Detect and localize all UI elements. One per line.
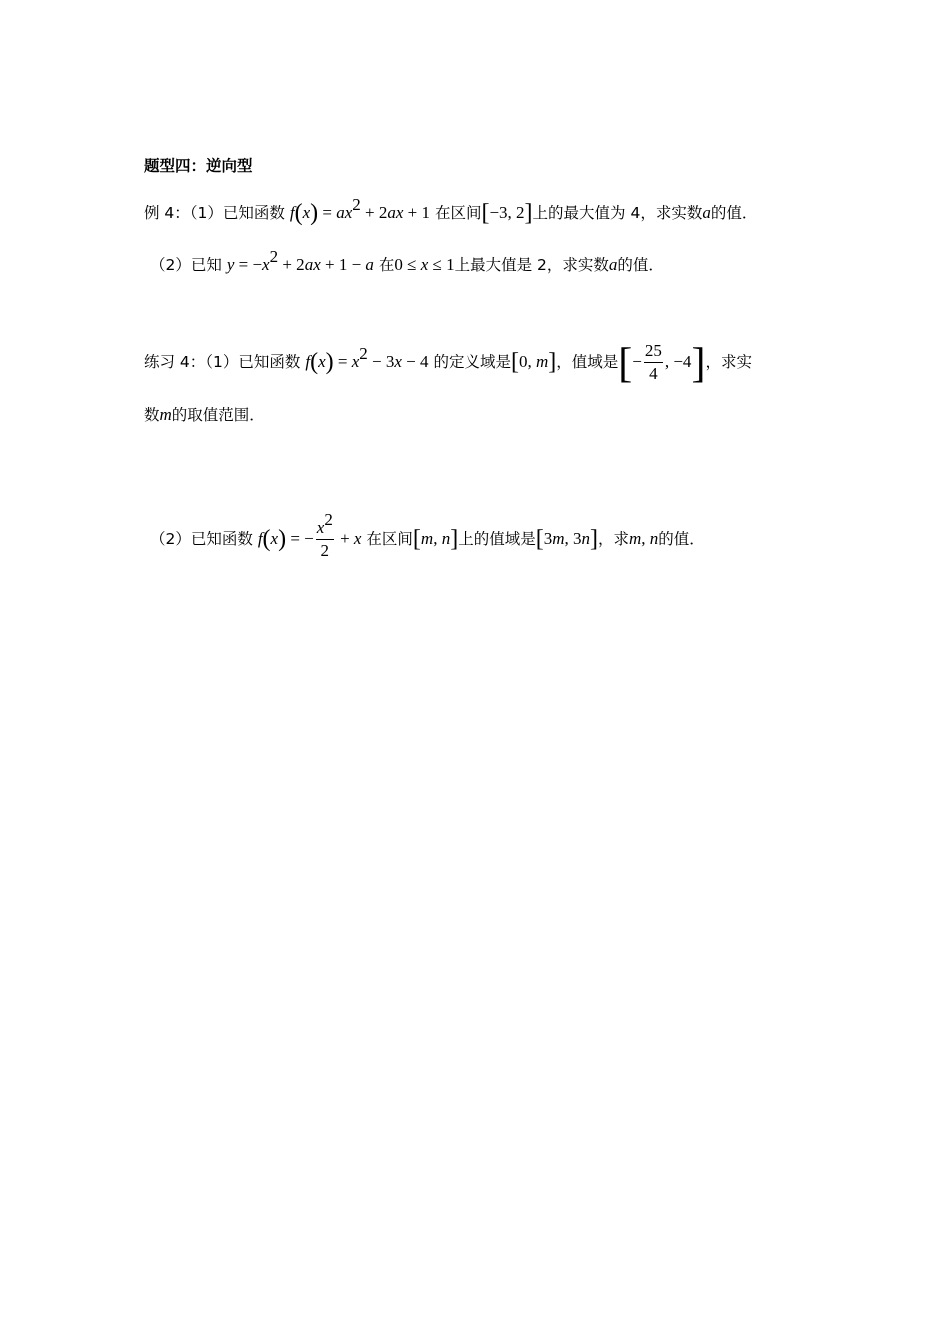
math: , xyxy=(433,529,442,548)
math-eq: = xyxy=(318,203,337,222)
bracket: ] xyxy=(450,526,459,552)
math-n: n xyxy=(441,529,451,548)
bracket: [ xyxy=(481,200,490,226)
text: 在区间 xyxy=(434,204,482,222)
text: ，求 xyxy=(598,530,630,548)
bracket-large: ] xyxy=(691,341,706,387)
math-m: m xyxy=(159,405,172,424)
bracket: ] xyxy=(548,349,557,375)
fraction-denominator: 4 xyxy=(649,364,658,383)
paren: ( xyxy=(262,526,271,552)
text: 在区间 xyxy=(366,530,413,548)
math: 0, xyxy=(518,352,536,371)
math-m: m xyxy=(629,529,642,548)
bracket: ] xyxy=(590,526,598,552)
math: , 3 xyxy=(564,529,582,548)
math-f: f xyxy=(305,352,311,371)
math: 3 xyxy=(543,529,553,548)
text: 的定义域是 xyxy=(433,353,511,371)
math-x: x xyxy=(394,352,402,371)
paren: ( xyxy=(310,349,319,375)
bracket: [ xyxy=(510,349,519,375)
paren: ( xyxy=(294,200,303,226)
fraction xyxy=(316,510,334,561)
math-x: x xyxy=(302,203,311,222)
math-op: + xyxy=(335,529,354,548)
math-x: x xyxy=(270,529,279,548)
practice-4-part-1 xyxy=(144,341,752,387)
math-sup: 2 xyxy=(359,344,368,363)
fraction xyxy=(644,341,663,384)
math-ax: ax xyxy=(387,203,404,222)
math-eq: = − xyxy=(286,529,314,548)
math-n: n xyxy=(649,529,659,548)
math-x: x xyxy=(353,529,362,548)
math-n: n xyxy=(581,529,590,548)
math-sup: 2 xyxy=(352,195,361,214)
math-m: m xyxy=(535,352,549,371)
part-label: （2）已知 xyxy=(150,256,222,274)
text: 的值． xyxy=(710,204,758,222)
math-op: − 3 xyxy=(367,352,395,371)
text: 的值． xyxy=(617,256,664,274)
math-interval: −3, 2 xyxy=(489,203,525,222)
math-op: + 1 − xyxy=(320,255,366,274)
bracket-large: [ xyxy=(618,341,633,387)
text: 上的最大值为 4，求实数 xyxy=(532,204,703,222)
practice-4-part-1-line-2 xyxy=(144,405,265,425)
bracket: [ xyxy=(535,526,544,552)
fraction-numerator xyxy=(316,510,334,540)
text: 的值． xyxy=(658,530,705,548)
text: ，求实 xyxy=(705,353,752,371)
math-m: m xyxy=(420,529,434,548)
math-x: x xyxy=(316,518,325,537)
paren: ) xyxy=(310,200,319,226)
math-op: + 2 xyxy=(278,255,305,274)
math-op: + 2 xyxy=(360,203,388,222)
math-a: a xyxy=(702,203,711,222)
paren: ) xyxy=(278,526,287,552)
fraction-numerator: 25 xyxy=(644,341,663,363)
math-f: f xyxy=(257,529,263,548)
bracket: ] xyxy=(524,200,533,226)
text: 数 xyxy=(144,406,160,424)
practice-label: 练习 4：（1）已知函数 xyxy=(144,353,301,371)
math-x: x xyxy=(262,255,270,274)
math-x: x xyxy=(318,352,326,371)
practice-4-part-2 xyxy=(150,510,705,561)
example-4-part-2 xyxy=(150,247,664,275)
text: 上最大值是 2，求实数 xyxy=(454,256,609,274)
math-op: − 4 xyxy=(401,352,429,371)
math: 0 ≤ xyxy=(394,255,421,274)
math-eq: = − xyxy=(234,255,263,274)
text: ，值域是 xyxy=(556,353,619,371)
math-x: x xyxy=(351,352,360,371)
math-op: + 1 xyxy=(403,203,430,222)
math-op: − xyxy=(632,352,642,371)
math-eq: = xyxy=(333,352,352,371)
math-ax: ax xyxy=(336,203,353,222)
math: , −4 xyxy=(664,352,692,371)
bracket: [ xyxy=(412,526,421,552)
math-sup: 2 xyxy=(269,247,279,266)
text: 在 xyxy=(378,256,395,274)
section-title: 题型四：逆向型 xyxy=(144,157,253,175)
example-label: 例 4：（1）已知函数 xyxy=(144,204,285,222)
fraction-denominator: 2 xyxy=(320,541,330,560)
math-sup: 2 xyxy=(324,510,333,529)
math: , xyxy=(641,529,650,548)
text: 的取值范围． xyxy=(171,406,265,424)
math: ≤ 1 xyxy=(428,255,455,274)
math-m: m xyxy=(552,529,565,548)
part-label: （2）已知函数 xyxy=(150,530,253,548)
math-x: x xyxy=(420,255,429,274)
math-a: a xyxy=(365,255,374,274)
math-y: y xyxy=(226,255,235,274)
math-ax: ax xyxy=(304,255,321,274)
math-a: a xyxy=(608,255,618,274)
example-4-part-1 xyxy=(144,195,758,226)
paren: ) xyxy=(325,349,334,375)
text: 上的值域是 xyxy=(458,530,536,548)
math-f: f xyxy=(289,203,295,222)
